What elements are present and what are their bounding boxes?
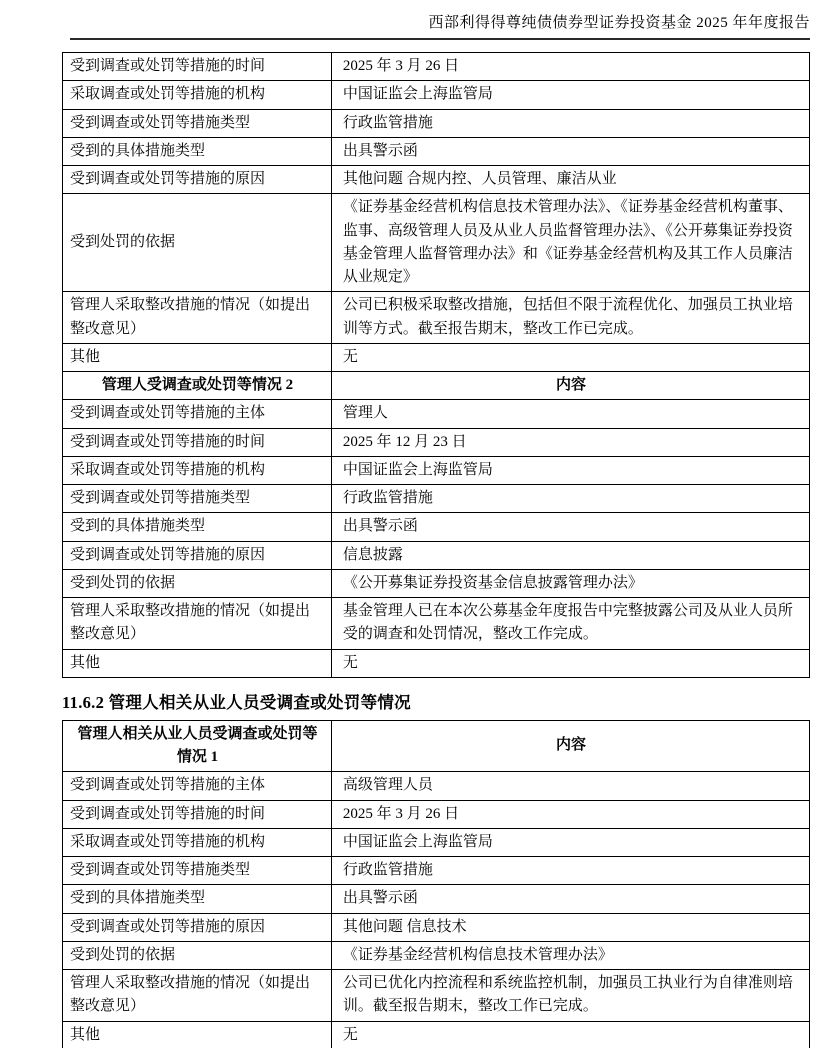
row-label: 采取调查或处罚等措施的机构	[63, 456, 332, 484]
table-row	[63, 456, 810, 484]
staff-penalty-table	[62, 720, 810, 1048]
row-label: 受到调查或处罚等措施的原因	[63, 541, 332, 569]
row-value: 公司已积极采取整改措施，包括但不限于流程优化、加强员工执业培训等方式。截至报告期末，整改工作已完成。	[331, 292, 809, 344]
row-value: 管理人	[331, 400, 809, 428]
table-row	[63, 598, 810, 650]
table-row	[63, 772, 810, 800]
table-row	[63, 913, 810, 941]
subheader-label: 管理人相关从业人员受调查或处罚等情况 1	[63, 720, 332, 772]
row-label: 其他	[63, 1021, 332, 1048]
row-value: 行政监管措施	[331, 109, 809, 137]
row-label: 受到调查或处罚等措施类型	[63, 857, 332, 885]
row-label: 采取调查或处罚等措施的机构	[63, 81, 332, 109]
manager-penalty-table	[62, 52, 810, 678]
subheader-content-label: 内容	[331, 720, 809, 772]
table-row	[63, 513, 810, 541]
row-label: 受到的具体措施类型	[63, 885, 332, 913]
row-value: 2025 年 12 月 23 日	[331, 428, 809, 456]
row-value: 出具警示函	[331, 885, 809, 913]
row-value: 中国证监会上海监管局	[331, 81, 809, 109]
manager-penalty-table-rows-2	[63, 400, 810, 678]
table-row	[63, 137, 810, 165]
row-label: 管理人采取整改措施的情况（如提出整改意见）	[63, 598, 332, 650]
row-value: 基金管理人已在本次公募基金年度报告中完整披露公司及从业人员所受的调查和处罚情况，整改工作完成。	[331, 598, 809, 650]
row-value: 中国证监会上海监管局	[331, 456, 809, 484]
row-label: 受到的具体措施类型	[63, 137, 332, 165]
row-value: 无	[331, 1021, 809, 1048]
manager-penalty-table-rows-1	[63, 53, 810, 372]
table-subheader-row	[63, 720, 810, 772]
row-label: 受到调查或处罚等措施类型	[63, 109, 332, 137]
row-label: 受到调查或处罚等措施的主体	[63, 400, 332, 428]
table-row	[63, 541, 810, 569]
table-row	[63, 343, 810, 371]
table-row	[63, 292, 810, 344]
row-value: 出具警示函	[331, 513, 809, 541]
row-label: 受到调查或处罚等措施的时间	[63, 800, 332, 828]
section-heading-11-6-2: 11.6.2 管理人相关从业人员受调查或处罚等情况	[62, 692, 411, 712]
document-header-title: 西部利得得尊纯债债券型证券投资基金 2025 年年度报告	[428, 15, 810, 31]
header-divider-rule	[70, 38, 810, 40]
row-value: 《证券基金经营机构信息技术管理办法》、《证券基金经营机构董事、监事、高级管理人员及从业人员监督管理办法》、《公开募集证券投资基金管理人监督管理办法》和《证券基金经营机构及其工作人员廉洁从业规定》	[331, 194, 809, 292]
row-value: 高级管理人员	[331, 772, 809, 800]
row-label: 受到的具体措施类型	[63, 513, 332, 541]
table-row	[63, 649, 810, 677]
row-value: 《证券基金经营机构信息技术管理办法》	[331, 941, 809, 969]
row-value: 无	[331, 343, 809, 371]
table-row	[63, 941, 810, 969]
row-label: 受到调查或处罚等措施类型	[63, 485, 332, 513]
table-row	[63, 194, 810, 292]
row-label: 管理人采取整改措施的情况（如提出整改意见）	[63, 970, 332, 1022]
row-value: 行政监管措施	[331, 485, 809, 513]
manager-penalty-case2-header	[63, 372, 810, 400]
subheader-label: 管理人受调查或处罚等情况 2	[63, 372, 332, 400]
table-row	[63, 428, 810, 456]
table-row	[63, 485, 810, 513]
row-label: 管理人采取整改措施的情况（如提出整改意见）	[63, 292, 332, 344]
row-label: 受到调查或处罚等措施的主体	[63, 772, 332, 800]
table-row	[63, 828, 810, 856]
subheader-content-label: 内容	[331, 372, 809, 400]
table-subheader-row	[63, 372, 810, 400]
row-label: 受到调查或处罚等措施的原因	[63, 913, 332, 941]
table-row	[63, 109, 810, 137]
table-row	[63, 166, 810, 194]
table-row	[63, 53, 810, 81]
row-label: 受到调查或处罚等措施的时间	[63, 53, 332, 81]
table-row	[63, 400, 810, 428]
row-value: 行政监管措施	[331, 857, 809, 885]
row-value: 信息披露	[331, 541, 809, 569]
row-label: 受到处罚的依据	[63, 941, 332, 969]
table-row	[63, 81, 810, 109]
row-value: 2025 年 3 月 26 日	[331, 800, 809, 828]
row-value: 其他问题 信息技术	[331, 913, 809, 941]
row-label: 采取调查或处罚等措施的机构	[63, 828, 332, 856]
row-value: 中国证监会上海监管局	[331, 828, 809, 856]
row-value: 其他问题 合规内控、人员管理、廉洁从业	[331, 166, 809, 194]
row-label: 其他	[63, 343, 332, 371]
row-label: 其他	[63, 649, 332, 677]
table-row	[63, 857, 810, 885]
staff-penalty-case1-header	[63, 720, 810, 772]
row-value: 《公开募集证券投资基金信息披露管理办法》	[331, 569, 809, 597]
row-value: 无	[331, 649, 809, 677]
table-row	[63, 569, 810, 597]
row-label: 受到处罚的依据	[63, 569, 332, 597]
table-row	[63, 885, 810, 913]
row-value: 出具警示函	[331, 137, 809, 165]
row-label: 受到调查或处罚等措施的原因	[63, 166, 332, 194]
row-label: 受到处罚的依据	[63, 194, 332, 292]
row-value: 公司已优化内控流程和系统监控机制，加强员工执业行为自律准则培训。截至报告期末，整改工作已完成。	[331, 970, 809, 1022]
table-row	[63, 970, 810, 1022]
row-value: 2025 年 3 月 26 日	[331, 53, 809, 81]
staff-penalty-table-rows	[63, 772, 810, 1048]
table-row	[63, 800, 810, 828]
report-page	[62, 0, 810, 1048]
table-row	[63, 1021, 810, 1048]
row-label: 受到调查或处罚等措施的时间	[63, 428, 332, 456]
